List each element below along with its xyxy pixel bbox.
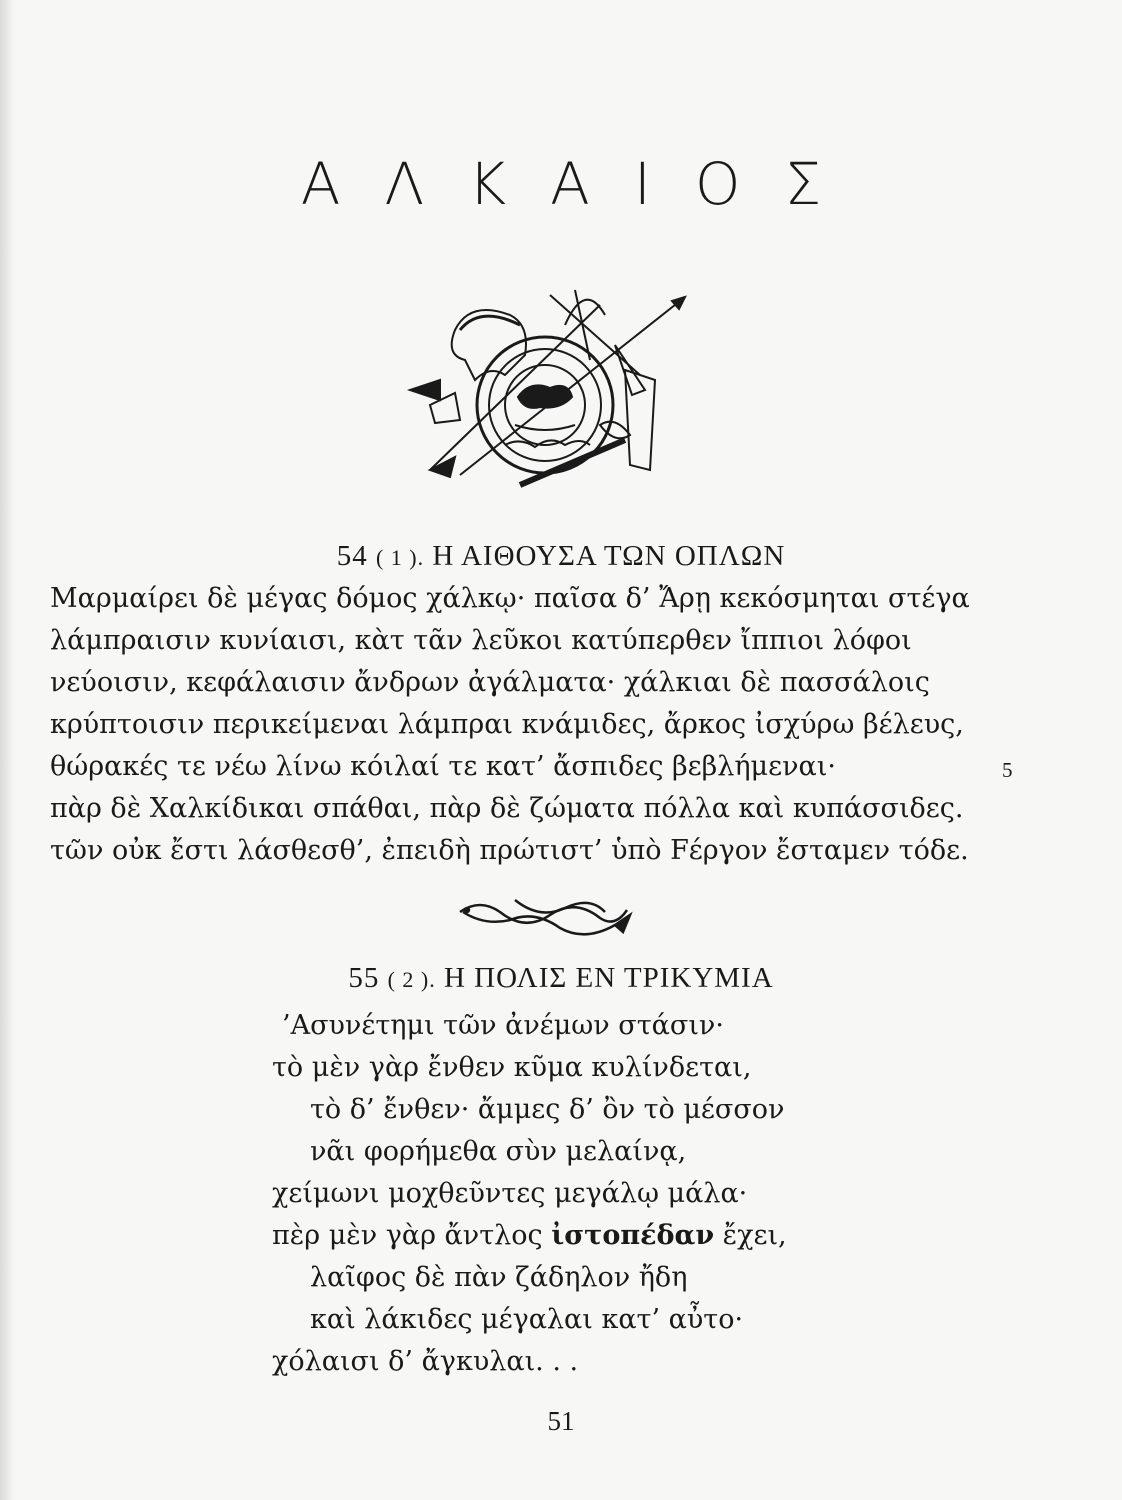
poem1-line-2: λάμπραισιν κυνίαισι, κὰτ τᾶν λεῦκοι κατύπερθεν ἴππιοι λόφοι: [50, 625, 912, 656]
poem1-line-1: Μαρμαίρει δὲ μέγας δόμος χάλκῳ· παῖσα δ’ Ἄρῃ κεκόσμηται στέγα: [50, 583, 970, 614]
dolphin-ornament: [455, 890, 635, 950]
page-edge-shadow: [0, 0, 14, 1500]
poem2-line-6: [272, 1220, 787, 1251]
poem2-line-6-start: πὲρ μὲν γὰρ ἄντλος: [272, 1220, 552, 1251]
poem2-line-1: ’Ασυνέτημι τῶν ἀνέμων στάσιν·: [282, 1010, 724, 1041]
poem2-line-3: τὸ δ’ ἔνθεν· ἄμμες δ’ ὂν τὸ μέσσον: [310, 1094, 785, 1125]
page-number: 51: [547, 1406, 575, 1436]
poem2-title: Η ΠΟΛΙΣ ΕΝ ΤΡΙΚΥΜΙΑ: [443, 962, 774, 994]
poem1-line-7: τῶν οὐκ ἔστι λάσθεσθ’, ἐπειδὴ πρώτιστ’ ὑπὸ Fέργον ἔσταμεν τόδε.: [50, 835, 969, 866]
poem1-number: 54: [336, 540, 368, 572]
poem2-line-9: χόλαισι δ’ ἄγκυλαι. . .: [272, 1346, 579, 1377]
poem2-number: 55: [348, 962, 380, 994]
armor-emblem-illustration: [400, 285, 700, 505]
poem2-line-4: νᾶι φορήμεθα σὺν μελαίνᾳ,: [310, 1136, 687, 1167]
poem1-line-3: νεύοισιν, κεφάλαισιν ἄνδρων ἀγάλματα· χάλκιαι δὲ πασσάλοις: [50, 667, 930, 698]
poem1-line-4: κρύπτοισιν περικείμεναι λάμπραι κνάμιδες, ἄρκος ἰσχύρω βέλευς,: [50, 709, 964, 740]
poem2-line-8: καὶ λάκιδες μέγαλαι κατ’ αὖτο·: [310, 1304, 744, 1335]
poem2-ref: ( 2 ).: [387, 967, 436, 992]
poem2-line-7: λαῖφος δὲ πὰν ζάδηλον ἤδη: [310, 1262, 688, 1293]
poem2-line-5: χείμωνι μοχθεῦντες μεγάλῳ μάλα·: [272, 1178, 748, 1209]
line-number-marker: 5: [1002, 758, 1013, 782]
poem2-line-6-bold-word: ἰστοπέδαν: [551, 1220, 715, 1251]
poem2-line-6-end: ἔχει,: [714, 1220, 787, 1251]
poem1-line-6: πὰρ δὲ Χαλκίδικαι σπάθαι, πὰρ δὲ ζώματα πόλλα καὶ κυπάσσιδες.: [50, 793, 964, 824]
poem1-ref: ( 1 ).: [375, 545, 425, 570]
poem1-line-5: θώρακές τε νέω λίνω κόιλαί τε κατ’ ἄσπιδες βεβλήμεναι·: [50, 751, 836, 782]
poem2-line-2: τὸ μὲν γὰρ ἔνθεν κῦμα κυλίνδεται,: [272, 1052, 752, 1083]
poem2-heading: [0, 962, 1122, 995]
page-title: ΑΛΚΑΙΟΣ: [300, 150, 866, 218]
poem1-title: Η ΑΙΘΟΥΣΑ ΤΩΝ ΟΠΛΩΝ: [432, 540, 786, 572]
poem1-heading: [0, 540, 1122, 573]
